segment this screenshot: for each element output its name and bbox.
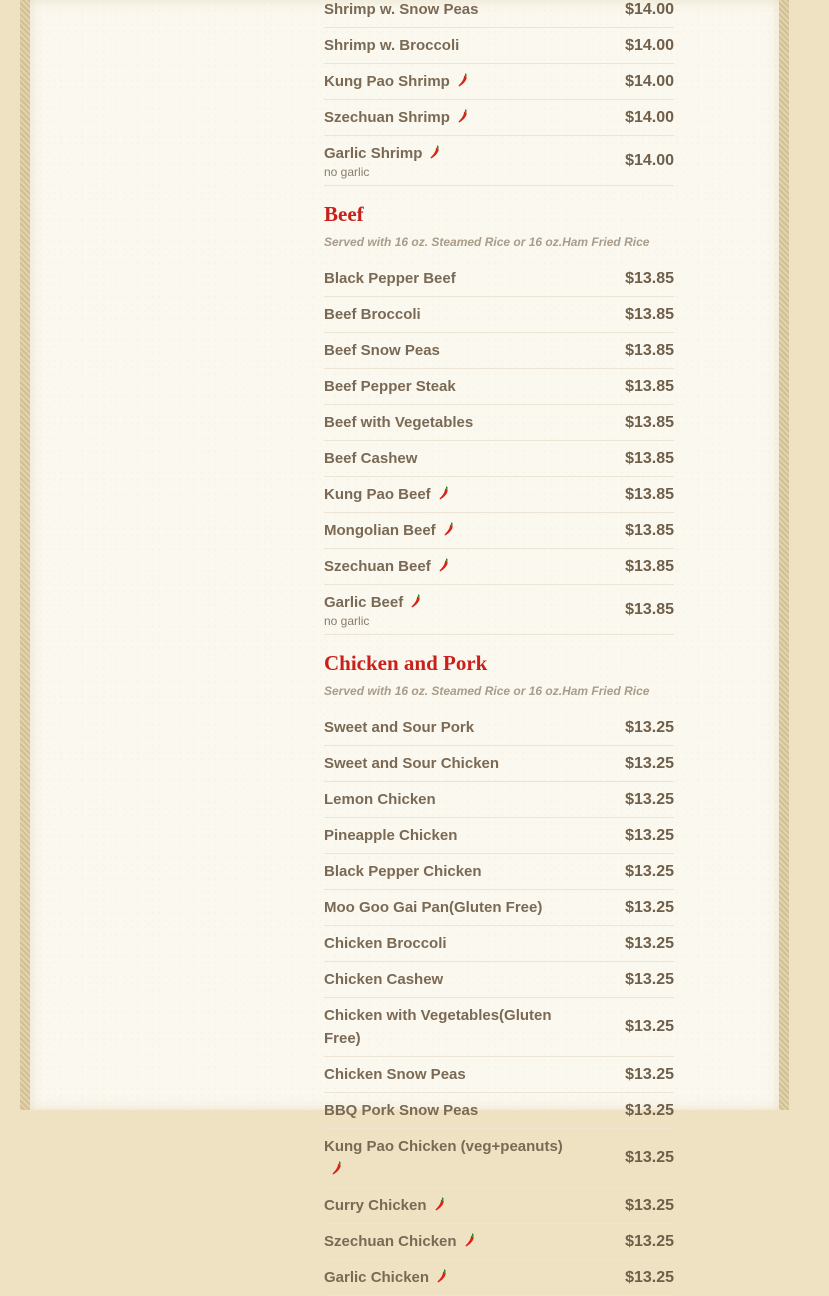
menu-item-name: Chicken Broccoli: [324, 935, 447, 952]
menu-item-row[interactable]: [324, 585, 674, 635]
menu-item-row[interactable]: [324, 746, 674, 782]
left-decorative-border: [20, 0, 30, 1110]
menu-item-name: Sweet and Sour Chicken: [324, 755, 500, 772]
menu-item-name: Szechuan Beef: [324, 558, 431, 575]
menu-item-price: $13.85: [625, 449, 674, 467]
chili-pepper-icon: [437, 557, 451, 573]
menu-item-row[interactable]: [324, 1188, 674, 1224]
menu-item-name-line: [324, 34, 459, 57]
menu-item-name-column: [324, 591, 423, 628]
section-title: Beef: [324, 202, 364, 226]
menu-item-price: $14.00: [625, 151, 674, 169]
menu-item-name-column: [324, 824, 457, 847]
menu-item-row[interactable]: [324, 1260, 674, 1296]
menu-item-name-column: [324, 375, 456, 398]
menu-item-name: Kung Pao Beef: [324, 486, 431, 503]
menu-item-row[interactable]: [324, 405, 674, 441]
menu-item-name-line: [324, 860, 482, 883]
menu-item-name-line: [324, 1004, 569, 1050]
menu-item-price: $13.25: [625, 754, 674, 772]
menu-item-name: Beef with Vegetables: [324, 414, 474, 431]
menu-item-name-column: [324, 932, 447, 955]
menu-item-row[interactable]: [324, 782, 674, 818]
menu-item-name: Shrimp w. Broccoli: [324, 37, 460, 54]
menu-item-name-line: [324, 303, 421, 326]
right-decorative-border: [779, 0, 789, 1110]
menu-item-name-column: [324, 555, 451, 578]
section-subtitle: Served with 16 oz. Steamed Rice or 16 oz.Ham Fried Rice: [324, 684, 650, 698]
menu-item-price: $13.85: [625, 485, 674, 503]
menu-item-name-line: [324, 788, 436, 811]
menu-item-price: $13.85: [625, 413, 674, 431]
chili-pepper-icon: [437, 485, 451, 501]
chili-pepper-icon: [463, 1232, 477, 1248]
menu-item-row[interactable]: [324, 477, 674, 513]
menu-item-name-line: [324, 1135, 569, 1181]
menu-item-name-column: [324, 303, 421, 326]
menu-section: [324, 651, 674, 1296]
menu-item-name: Beef Snow Peas: [324, 342, 440, 359]
menu-item-price: $13.25: [625, 826, 674, 844]
menu-item-row[interactable]: [324, 998, 674, 1057]
menu-item-name: Kung Pao Chicken (veg+peanuts): [324, 1138, 563, 1155]
menu-item-price: $13.25: [625, 718, 674, 736]
menu-item-row[interactable]: [324, 261, 674, 297]
chili-pepper-icon: [442, 521, 456, 537]
menu-item-name-line: [324, 267, 456, 290]
menu-item-row[interactable]: [324, 369, 674, 405]
menu-item-row[interactable]: [324, 1057, 674, 1093]
menu-item-price: $13.85: [625, 600, 674, 618]
menu-item-name: Szechuan Chicken: [324, 1233, 457, 1250]
menu-item-name-column: [324, 896, 542, 919]
menu-item-name-column: [324, 106, 470, 129]
menu-item-row[interactable]: [324, 100, 674, 136]
menu-item-price: $13.85: [625, 341, 674, 359]
chili-pepper-icon: [435, 1268, 449, 1284]
menu-item-price: $13.25: [625, 898, 674, 916]
menu-item-name-column: [324, 968, 443, 991]
menu-item-name-line: [324, 447, 417, 470]
menu-item-name-line: [324, 70, 470, 93]
menu-item-name-line: [324, 968, 443, 991]
menu-item-name-column: [324, 860, 482, 883]
menu-item-name-column: [324, 483, 451, 506]
menu-item-row[interactable]: [324, 854, 674, 890]
menu-item-name: Chicken with Vegetables(Gluten Free): [324, 1007, 552, 1047]
menu-item-name-line: [324, 932, 447, 955]
menu-section: [324, 202, 674, 635]
menu-item-name: Mongolian Beef: [324, 522, 436, 539]
menu-item-row[interactable]: [324, 1224, 674, 1260]
menu-item-row[interactable]: [324, 28, 674, 64]
menu-item-price: $13.85: [625, 521, 674, 539]
menu-item-price: $13.25: [625, 970, 674, 988]
menu-item-name: Beef Broccoli: [324, 306, 421, 323]
menu-item-name: Moo Goo Gai Pan(Gluten Free): [324, 899, 543, 916]
menu-item-price: $14.00: [625, 72, 674, 90]
menu-item-row[interactable]: [324, 549, 674, 585]
chili-pepper-icon: [409, 593, 423, 609]
menu-item-name-line: [324, 1266, 449, 1289]
menu-item-name-line: [324, 1099, 478, 1122]
menu-item-name-column: [324, 1063, 466, 1086]
menu-item-price: $14.00: [625, 36, 674, 54]
menu-item-name-column: [324, 339, 440, 362]
menu-item-price: $13.25: [625, 1018, 674, 1035]
menu-item-name-line: [324, 339, 440, 362]
menu-item-name-line: [324, 519, 456, 542]
menu-item-price: $13.25: [625, 1101, 674, 1119]
menu-item-row[interactable]: [324, 1093, 674, 1129]
chili-pepper-icon: [456, 108, 470, 124]
menu-item-row[interactable]: [324, 890, 674, 926]
menu-item-name-line: [324, 824, 457, 847]
menu-item-name: Chicken Snow Peas: [324, 1066, 466, 1083]
menu-item-row[interactable]: [324, 64, 674, 100]
menu-item-name: Black Pepper Beef: [324, 270, 456, 287]
menu-item-name-column: [324, 1266, 449, 1289]
menu-section: [324, 0, 674, 186]
menu-item-name-line: [324, 555, 451, 578]
menu-item-price: $14.00: [625, 108, 674, 126]
menu-item-row[interactable]: [324, 926, 674, 962]
menu-item-name-line: [324, 375, 456, 398]
menu-item-name: Kung Pao Shrimp: [324, 73, 450, 90]
menu-item-price: $14.00: [625, 0, 674, 18]
menu-item-name-line: [324, 142, 442, 165]
menu-item-name-line: [324, 896, 542, 919]
menu-item-name-column: [324, 1099, 478, 1122]
menu-item-price: $13.25: [625, 1065, 674, 1083]
menu-item-name-line: [324, 752, 499, 775]
menu-item-name: Garlic Shrimp: [324, 145, 423, 162]
chili-pepper-icon: [330, 1160, 344, 1176]
menu-item-name-line: [324, 1194, 447, 1217]
menu-item-row[interactable]: [324, 1129, 674, 1188]
menu-item-row[interactable]: [324, 513, 674, 549]
menu-item-name-line: [324, 1063, 466, 1086]
menu-item-name: Garlic Chicken: [324, 1269, 430, 1286]
menu-item-row[interactable]: [324, 0, 674, 28]
menu-item-name: Beef Cashew: [324, 450, 418, 467]
section-subtitle: Served with 16 oz. Steamed Rice or 16 oz.Ham Fried Rice: [324, 235, 650, 249]
menu-item-price: $13.85: [625, 305, 674, 323]
menu-item-name-column: [324, 411, 473, 434]
menu-item-price: $13.85: [625, 557, 674, 575]
menu-item-name: Shrimp w. Snow Peas: [324, 1, 479, 18]
menu-item-name: Garlic Beef: [324, 594, 404, 611]
menu-item-name-column: [324, 752, 499, 775]
menu-item-name: Black Pepper Chicken: [324, 863, 482, 880]
menu-item-name: Chicken Cashew: [324, 971, 444, 988]
menu-item-name-line: [324, 591, 423, 614]
chili-pepper-icon: [433, 1196, 447, 1212]
menu-content: [324, 0, 674, 1296]
menu-item-name-column: [324, 519, 456, 542]
menu-item-price: $13.85: [625, 377, 674, 395]
menu-item-name-column: [324, 1230, 477, 1253]
menu-item-name: Sweet and Sour Pork: [324, 719, 475, 736]
menu-item-name: Lemon Chicken: [324, 791, 436, 808]
menu-item-name-column: [324, 1194, 447, 1217]
menu-item-row[interactable]: [324, 962, 674, 998]
menu-item-name-column: [324, 267, 456, 290]
menu-item-price: $13.25: [625, 790, 674, 808]
menu-item-name-line: [324, 0, 478, 21]
menu-item-name-line: [324, 106, 470, 129]
menu-item-name-column: [324, 788, 436, 811]
menu-item-name-column: [324, 0, 478, 21]
menu-item-name-line: [324, 1230, 477, 1253]
menu-item-row[interactable]: [324, 441, 674, 477]
menu-item-name: Pineapple Chicken: [324, 827, 458, 844]
menu-item-price: $13.25: [625, 934, 674, 952]
menu-item-name: Beef Pepper Steak: [324, 378, 456, 395]
chili-pepper-icon: [456, 72, 470, 88]
menu-item-row[interactable]: [324, 297, 674, 333]
menu-item-price: $13.25: [625, 1149, 674, 1166]
section-title: Chicken and Pork: [324, 651, 488, 675]
menu-item-name-line: [324, 411, 473, 434]
menu-item-note: no garlic: [324, 165, 370, 179]
menu-item-price: $13.85: [625, 269, 674, 287]
menu-item-price: $13.25: [625, 1268, 674, 1286]
menu-item-name: BBQ Pork Snow Peas: [324, 1102, 479, 1119]
chili-pepper-icon: [428, 144, 442, 160]
menu-item-note: no garlic: [324, 614, 370, 628]
menu-item-row[interactable]: [324, 333, 674, 369]
menu-item-name-column: [324, 142, 442, 179]
menu-item-name: Curry Chicken: [324, 1197, 427, 1214]
menu-item-row[interactable]: [324, 710, 674, 746]
menu-item-name-column: [324, 1135, 569, 1181]
menu-item-name-column: [324, 716, 474, 739]
menu-item-name-column: [324, 34, 459, 57]
menu-item-name-column: [324, 447, 417, 470]
menu-item-row[interactable]: [324, 136, 674, 186]
menu-item-name-column: [324, 1004, 569, 1050]
menu-item-price: $13.25: [625, 1196, 674, 1214]
menu-item-name-line: [324, 483, 451, 506]
menu-item-price: $13.25: [625, 1232, 674, 1250]
menu-item-row[interactable]: [324, 818, 674, 854]
menu-item-price: $13.25: [625, 862, 674, 880]
menu-item-name: Szechuan Shrimp: [324, 109, 450, 126]
menu-item-name-column: [324, 70, 470, 93]
menu-item-name-line: [324, 716, 474, 739]
